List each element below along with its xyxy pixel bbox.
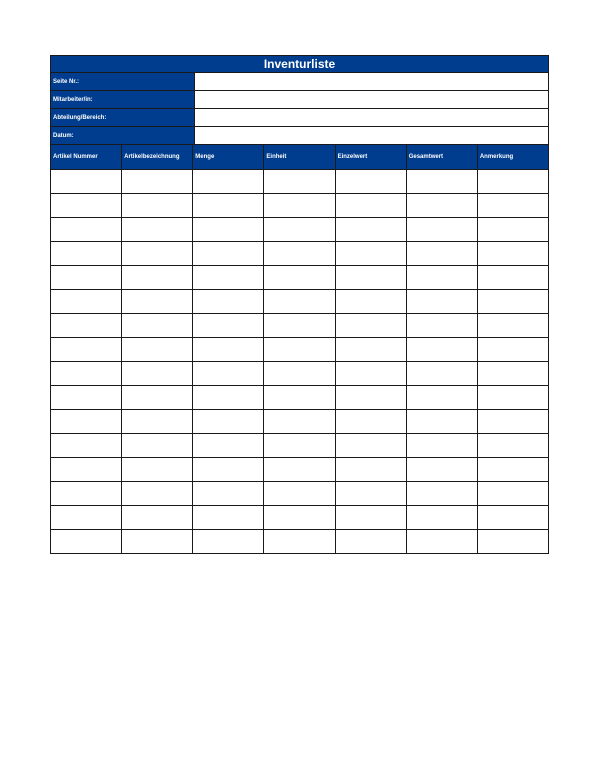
table-cell[interactable] [335, 290, 406, 314]
table-cell[interactable] [193, 482, 264, 506]
table-cell[interactable] [264, 434, 335, 458]
table-cell[interactable] [264, 458, 335, 482]
table-cell[interactable] [122, 386, 193, 410]
table-cell[interactable] [477, 362, 548, 386]
table-cell[interactable] [406, 170, 477, 194]
table-cell[interactable] [122, 314, 193, 338]
column-header-unit-value: Einzelwert [335, 145, 406, 170]
table-row [51, 338, 549, 362]
column-header-article-description: Artikelbezeichnung [122, 145, 193, 170]
table-cell[interactable] [406, 266, 477, 290]
table-cell[interactable] [264, 362, 335, 386]
table-cell[interactable] [122, 434, 193, 458]
table-cell[interactable] [122, 506, 193, 530]
table-cell[interactable] [264, 218, 335, 242]
table-cell[interactable] [51, 314, 122, 338]
table-cell[interactable] [51, 506, 122, 530]
meta-row-page [51, 72, 548, 90]
table-row [51, 506, 549, 530]
table-cell[interactable] [335, 410, 406, 434]
table-cell[interactable] [51, 530, 122, 554]
table-cell[interactable] [406, 506, 477, 530]
table-cell[interactable] [193, 314, 264, 338]
column-header-remark: Anmerkung [477, 145, 548, 170]
table-cell[interactable] [406, 482, 477, 506]
table-cell[interactable] [51, 242, 122, 266]
table-row [51, 410, 549, 434]
meta-row-department [51, 108, 548, 126]
table-cell[interactable] [264, 410, 335, 434]
sheet-title: Inventurliste [50, 55, 549, 72]
table-cell[interactable] [193, 410, 264, 434]
table-cell[interactable] [264, 194, 335, 218]
meta-label-date: Datum: [51, 126, 194, 144]
table-row [51, 242, 549, 266]
table-cell[interactable] [193, 386, 264, 410]
table-row [51, 266, 549, 290]
table-cell[interactable] [264, 530, 335, 554]
table-cell[interactable] [477, 242, 548, 266]
meta-row-employee [51, 90, 548, 108]
table-cell[interactable] [122, 290, 193, 314]
table-cell[interactable] [477, 434, 548, 458]
table-cell[interactable] [406, 242, 477, 266]
table-cell[interactable] [122, 410, 193, 434]
column-header-unit: Einheit [264, 145, 335, 170]
column-header-quantity: Menge [193, 145, 264, 170]
table-cell[interactable] [51, 458, 122, 482]
table-cell[interactable] [335, 482, 406, 506]
meta-label-page: Seite Nr.: [51, 72, 194, 90]
table-cell[interactable] [264, 170, 335, 194]
table-cell[interactable] [335, 362, 406, 386]
meta-label-employee: Mitarbeiter/in: [51, 90, 194, 108]
table-cell[interactable] [51, 266, 122, 290]
table-row [51, 434, 549, 458]
table-header-row [51, 145, 549, 170]
table-cell[interactable] [335, 386, 406, 410]
table-cell[interactable] [406, 386, 477, 410]
table-row [51, 386, 549, 410]
table-cell[interactable] [193, 266, 264, 290]
table-cell[interactable] [406, 530, 477, 554]
table-row [51, 362, 549, 386]
table-cell[interactable] [122, 458, 193, 482]
table-cell[interactable] [477, 386, 548, 410]
table-row [51, 530, 549, 554]
meta-value-date[interactable] [194, 126, 548, 144]
inventory-table [50, 144, 549, 554]
table-cell[interactable] [122, 362, 193, 386]
table-cell[interactable] [335, 194, 406, 218]
table-cell[interactable] [477, 194, 548, 218]
column-header-total-value: Gesamtwert [406, 145, 477, 170]
table-cell[interactable] [335, 434, 406, 458]
table-cell[interactable] [477, 314, 548, 338]
table-row [51, 194, 549, 218]
table-cell[interactable] [193, 530, 264, 554]
table-cell[interactable] [193, 458, 264, 482]
table-cell[interactable] [335, 338, 406, 362]
table-cell[interactable] [264, 386, 335, 410]
table-cell[interactable] [406, 362, 477, 386]
table-cell[interactable] [122, 338, 193, 362]
meta-row-date [51, 126, 548, 144]
table-cell[interactable] [193, 194, 264, 218]
table-cell[interactable] [193, 290, 264, 314]
table-cell[interactable] [264, 506, 335, 530]
table-cell[interactable] [193, 362, 264, 386]
table-cell[interactable] [406, 290, 477, 314]
table-cell[interactable] [406, 218, 477, 242]
table-cell[interactable] [335, 314, 406, 338]
table-cell[interactable] [51, 218, 122, 242]
table-body [51, 170, 549, 554]
table-cell[interactable] [122, 530, 193, 554]
column-header-article-number: Artikel Nummer [51, 145, 122, 170]
table-cell[interactable] [122, 242, 193, 266]
table-cell[interactable] [406, 314, 477, 338]
table-row [51, 218, 549, 242]
table-cell[interactable] [264, 266, 335, 290]
table-cell[interactable] [264, 338, 335, 362]
table-cell[interactable] [193, 242, 264, 266]
table-cell[interactable] [264, 482, 335, 506]
table-cell[interactable] [477, 218, 548, 242]
table-cell[interactable] [406, 434, 477, 458]
table-cell[interactable] [51, 362, 122, 386]
table-cell[interactable] [51, 194, 122, 218]
table-cell[interactable] [335, 530, 406, 554]
meta-value-employee[interactable] [194, 90, 548, 108]
table-cell[interactable] [406, 410, 477, 434]
table-row [51, 314, 549, 338]
table-cell[interactable] [477, 482, 548, 506]
table-cell[interactable] [406, 338, 477, 362]
meta-section [50, 72, 549, 144]
table-cell[interactable] [335, 242, 406, 266]
table-cell[interactable] [51, 482, 122, 506]
table-cell[interactable] [477, 338, 548, 362]
table-cell[interactable] [122, 194, 193, 218]
inventory-sheet [50, 55, 549, 554]
meta-value-page[interactable] [194, 72, 548, 90]
table-cell[interactable] [122, 482, 193, 506]
table-cell[interactable] [51, 338, 122, 362]
table-cell[interactable] [193, 338, 264, 362]
table-row [51, 290, 549, 314]
table-cell[interactable] [406, 458, 477, 482]
table-cell[interactable] [193, 434, 264, 458]
table-row [51, 482, 549, 506]
table-cell[interactable] [51, 386, 122, 410]
table-cell[interactable] [51, 290, 122, 314]
table-cell[interactable] [477, 530, 548, 554]
table-cell[interactable] [335, 170, 406, 194]
table-cell[interactable] [193, 170, 264, 194]
table-cell[interactable] [335, 266, 406, 290]
table-cell[interactable] [122, 218, 193, 242]
table-cell[interactable] [193, 218, 264, 242]
table-cell[interactable] [477, 506, 548, 530]
table-cell[interactable] [477, 458, 548, 482]
table-cell[interactable] [193, 506, 264, 530]
table-row [51, 170, 549, 194]
table-cell[interactable] [51, 170, 122, 194]
table-cell[interactable] [335, 506, 406, 530]
table-cell[interactable] [51, 410, 122, 434]
table-cell[interactable] [335, 218, 406, 242]
table-cell[interactable] [51, 434, 122, 458]
table-cell[interactable] [477, 290, 548, 314]
table-cell[interactable] [335, 458, 406, 482]
table-cell[interactable] [477, 170, 548, 194]
meta-label-department: Abteilung/Bereich: [51, 108, 194, 126]
meta-value-department[interactable] [194, 108, 548, 126]
table-cell[interactable] [264, 290, 335, 314]
table-cell[interactable] [122, 170, 193, 194]
table-cell[interactable] [122, 266, 193, 290]
table-row [51, 458, 549, 482]
table-cell[interactable] [406, 194, 477, 218]
table-cell[interactable] [264, 242, 335, 266]
table-cell[interactable] [477, 266, 548, 290]
table-cell[interactable] [477, 410, 548, 434]
table-cell[interactable] [264, 314, 335, 338]
